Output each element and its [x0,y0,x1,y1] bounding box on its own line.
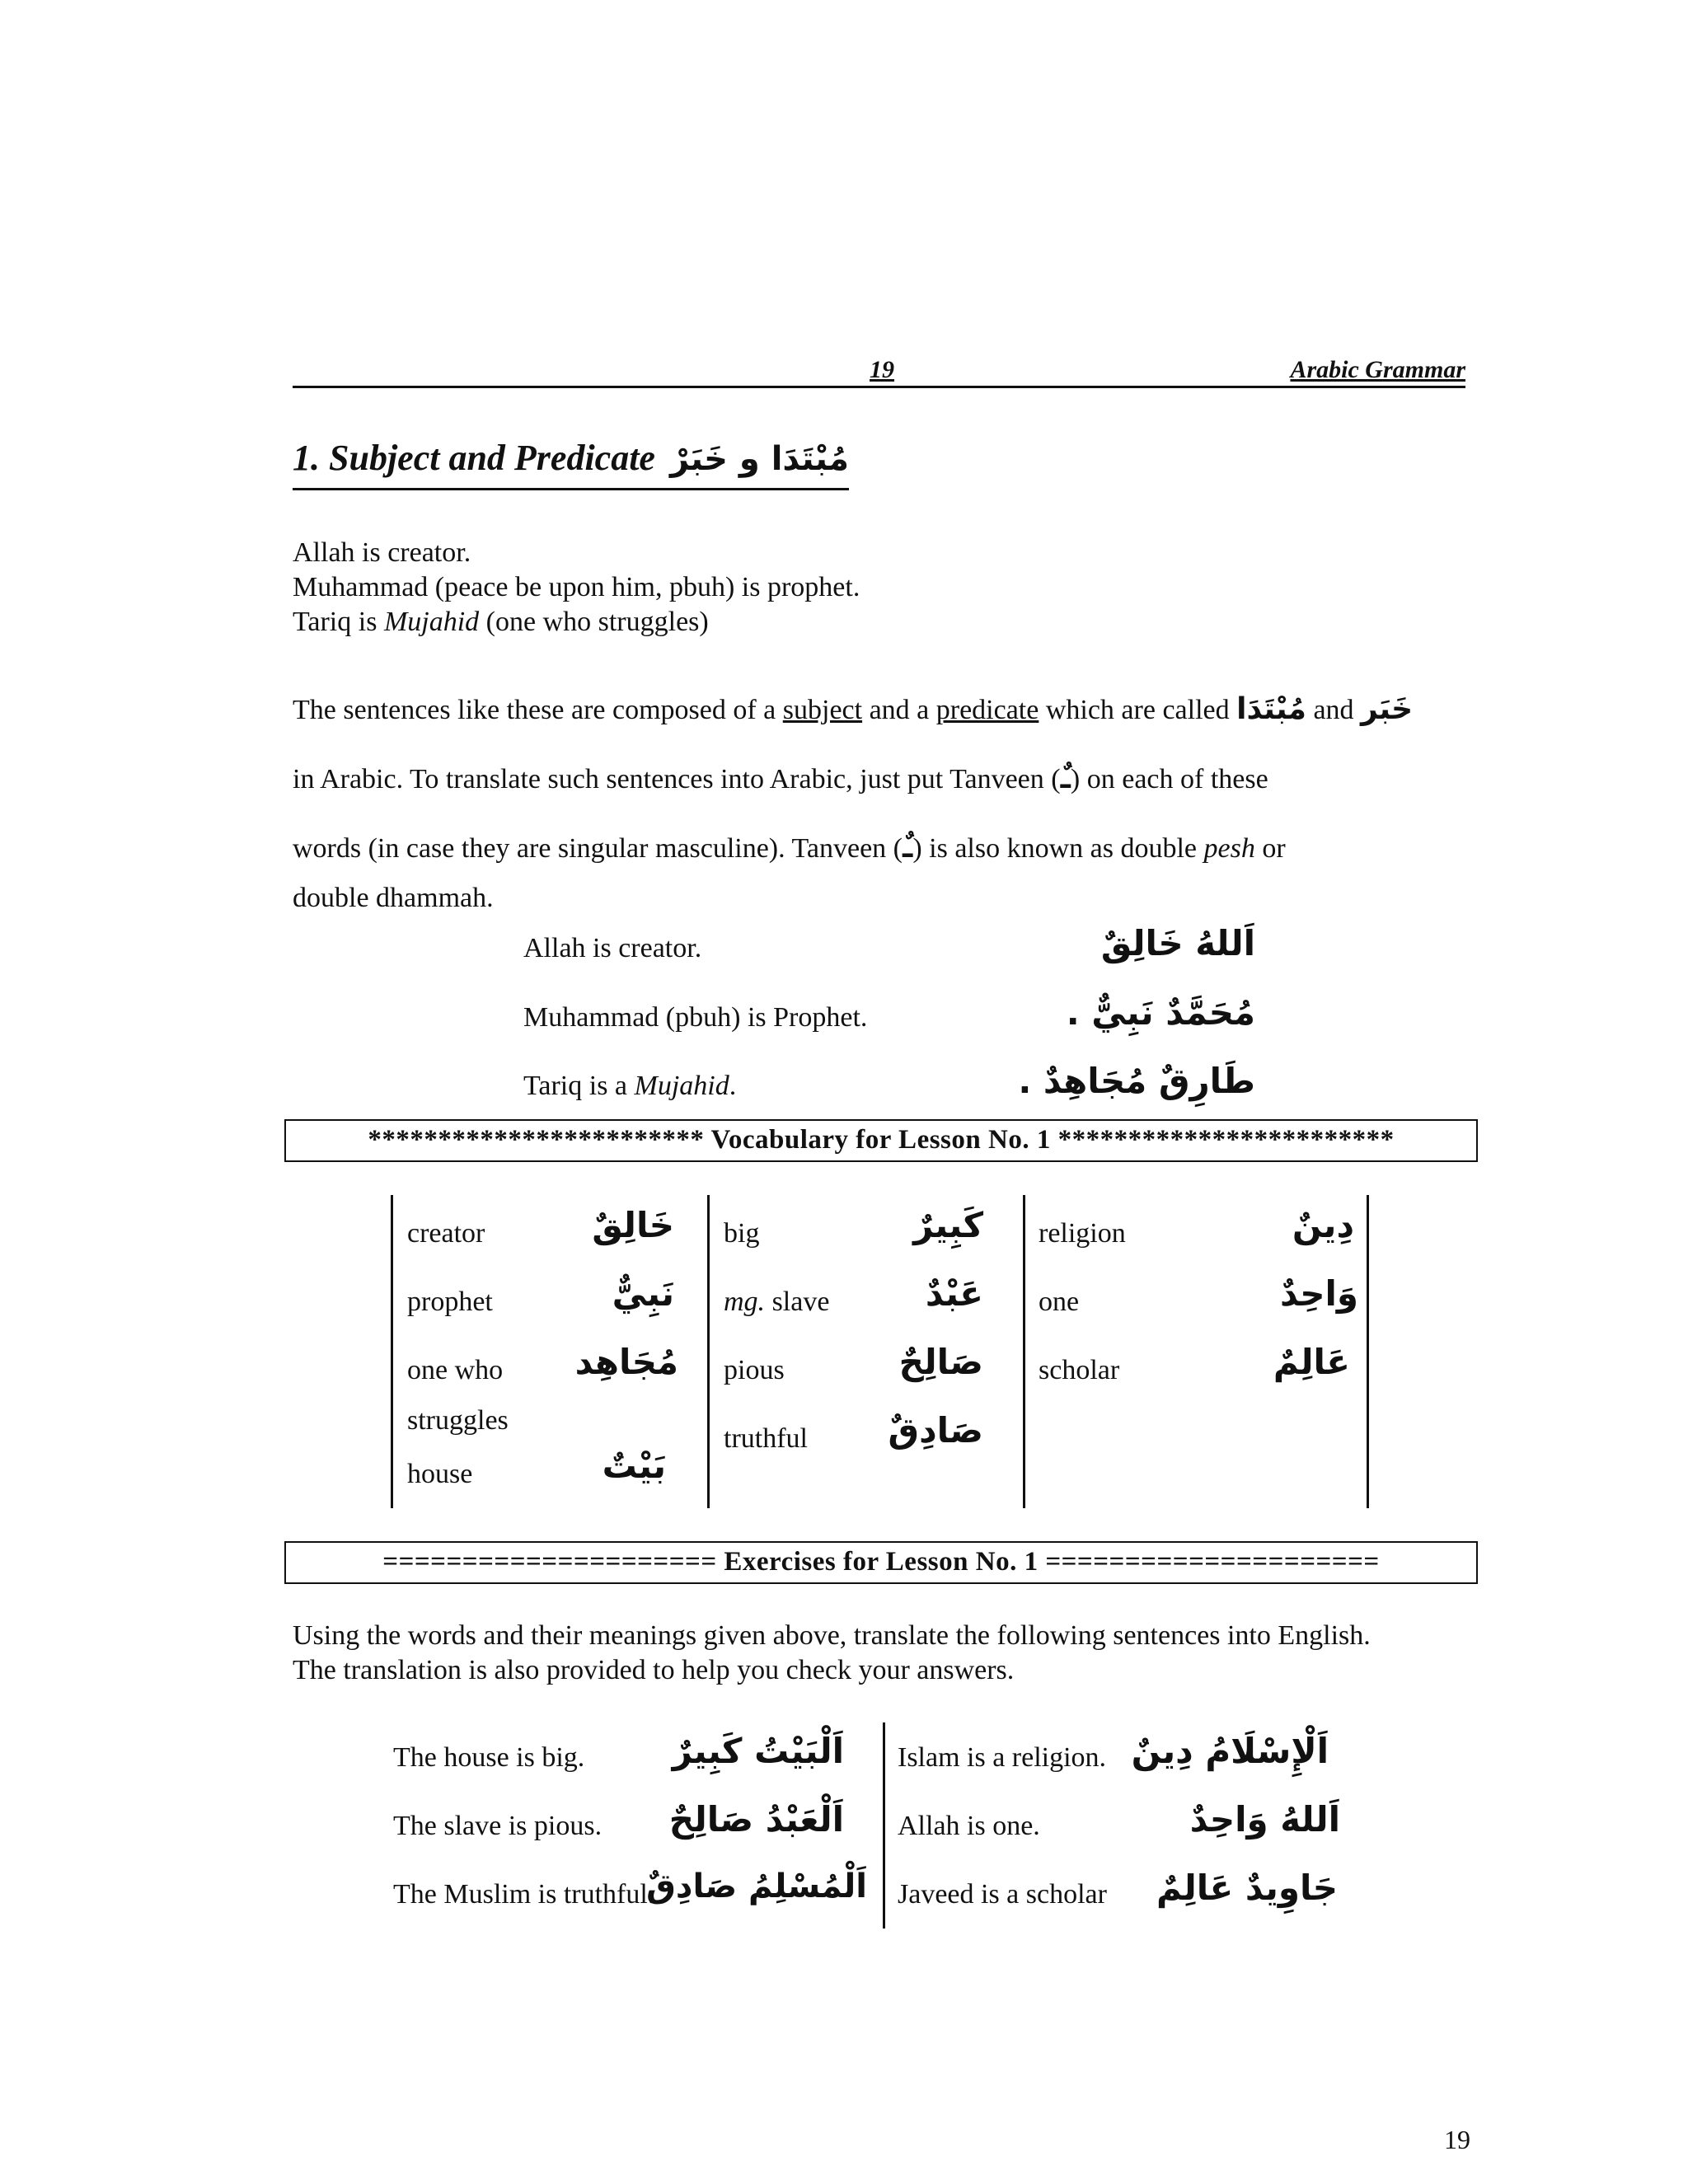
section-title-arabic: مُبْتَدَا و خَبَرْ [669,440,849,478]
exercise-arabic: اَلْعَبْدُ صَالِحٌ [668,1799,844,1840]
example-1-arabic: اَللهُ خَالِقٌ [1100,923,1255,963]
vocab-divider [1367,1195,1369,1508]
vocab-english: truthful [724,1423,808,1454]
intro-mujahid-rest: (one who struggles) [479,607,709,637]
vocab-arabic: خَالِقٌ [592,1205,674,1245]
intro-line-3-start: Tariq is [293,607,377,637]
exercise-divider [883,1722,885,1929]
exercise-english: The Muslim is truthful. [393,1879,655,1910]
explanation-line-1 [293,692,1467,728]
example-3-mujahid: Mujahid [634,1071,729,1101]
vocab-divider [707,1195,710,1508]
explanation-line-4: double dhammah. [293,883,494,913]
exercises-banner: ===================== Exercises for Lesson No. 1 ===================== [284,1541,1478,1584]
header-book-title: Arabic Grammar [1290,356,1465,383]
vocab-arabic: وَاحِدٌ [1279,1273,1358,1314]
intro-line-3 [293,605,709,640]
vocab-arabic: عَالِمٌ [1273,1342,1350,1382]
vocab-arabic: صَادِقٌ [888,1410,983,1451]
vocab-english: prophet [407,1286,493,1317]
arabic-mubtada: مُبْتَدَا [1236,692,1306,726]
term-predicate: predicate [935,695,1039,725]
vocab-arabic: بَيْتٌ [602,1446,666,1486]
exercise-arabic: جَاوِيدٌ عَالِمٌ [1156,1868,1338,1908]
explanation-text: The sentences like these are composed of a [293,695,783,725]
exercise-arabic: اَلْبَيْتُ كَبِيرٌ [672,1731,844,1771]
vocab-arabic: عَبْدٌ [925,1273,983,1314]
term-pesh: pesh [1203,833,1255,864]
header-page-number: 19 [870,356,894,383]
exercise-english: Islam is a religion. [898,1742,1107,1773]
vocab-arabic: صَالِحٌ [898,1342,983,1382]
example-3-arabic: طَارِقٌ مُجَاهِدٌ . [1018,1061,1255,1101]
example-2-arabic: مُحَمَّدٌ نَبِيٌّ . [1066,992,1255,1033]
vocab-arabic: مُجَاهِد [574,1342,678,1382]
exercise-english: The house is big. [393,1742,585,1773]
explanation-text: words (in case they are singular masculine). Tanveen ( [293,833,903,864]
exercise-english: The slave is pious. [393,1811,603,1841]
explanation-text: ) is also known as double [912,833,1204,864]
vocab-english: big [724,1218,760,1249]
vocab-divider [391,1195,393,1508]
arabic-khabar: خَبَر [1361,692,1414,726]
tanveen-symbol: ـٌ [1060,762,1071,795]
vocab-english-rest: slave [765,1286,830,1317]
example-1-english: Allah is creator. [523,933,702,963]
exercise-arabic: اَللهُ وَاحِدٌ [1189,1799,1340,1840]
exercise-english: Javeed is a scholar [898,1879,1107,1910]
vocab-abbrev: mg. [724,1286,766,1317]
running-header [293,356,1465,388]
vocab-english [724,1286,829,1318]
vocabulary-banner: ************************ Vocabulary for Lesson No. 1 ************************ [284,1119,1478,1162]
vocab-english: pious [724,1355,785,1385]
intro-line-1: Allah is creator. [293,537,471,568]
explanation-text: or [1254,833,1286,864]
explanation-text: ) on each of these [1070,764,1268,794]
vocab-english: religion [1039,1218,1126,1249]
example-3-suffix: . [729,1071,737,1101]
vocab-english: house [407,1459,473,1489]
explanation-text: in Arabic. To translate such sentences into Arabic, just put Tanveen ( [293,764,1061,794]
instructions-line-1: Using the words and their meanings given above, translate the following sentences into English. [293,1620,1371,1651]
vocab-english: one who [407,1355,504,1385]
vocab-arabic: دِينٌ [1292,1205,1354,1245]
explanation-line-2 [293,762,1467,797]
section-title [293,437,849,490]
intro-mujahid: Mujahid [383,607,480,637]
explanation-text: which are called [1039,695,1237,725]
vocab-arabic: نَبِيٌّ [612,1273,674,1314]
term-subject: subject [782,695,863,725]
example-3-prefix: Tariq is a [523,1071,635,1101]
tanveen-symbol: ـٌ [903,831,913,865]
exercise-arabic: اَلْإِسْلَامُ دِينٌ [1131,1731,1329,1771]
vocab-english: scholar [1039,1355,1120,1385]
intro-line-2: Muhammad (peace be upon him, pbuh) is prophet. [293,572,860,602]
exercise-english: Allah is one. [898,1811,1040,1841]
footer-page-number: 19 [1444,2125,1470,2154]
vocab-arabic: كَبِيرٌ [913,1205,983,1245]
explanation-line-3 [293,831,1467,866]
explanation-text: and a [862,695,936,725]
example-2-english: Muhammad (pbuh) is Prophet. [523,1002,868,1033]
exercise-arabic: اَلْمُسْلِمُ صَادِقٌ [646,1868,867,1905]
example-3-english [523,1071,736,1102]
section-title-english: 1. Subject and Predicate [293,438,655,478]
vocab-english: struggles [407,1405,509,1436]
explanation-text: and [1306,695,1362,725]
vocab-divider [1023,1195,1025,1508]
vocab-english: creator [407,1218,485,1249]
vocab-english: one [1039,1286,1080,1317]
instructions-line-2: The translation is also provided to help you check your answers. [293,1655,1015,1685]
